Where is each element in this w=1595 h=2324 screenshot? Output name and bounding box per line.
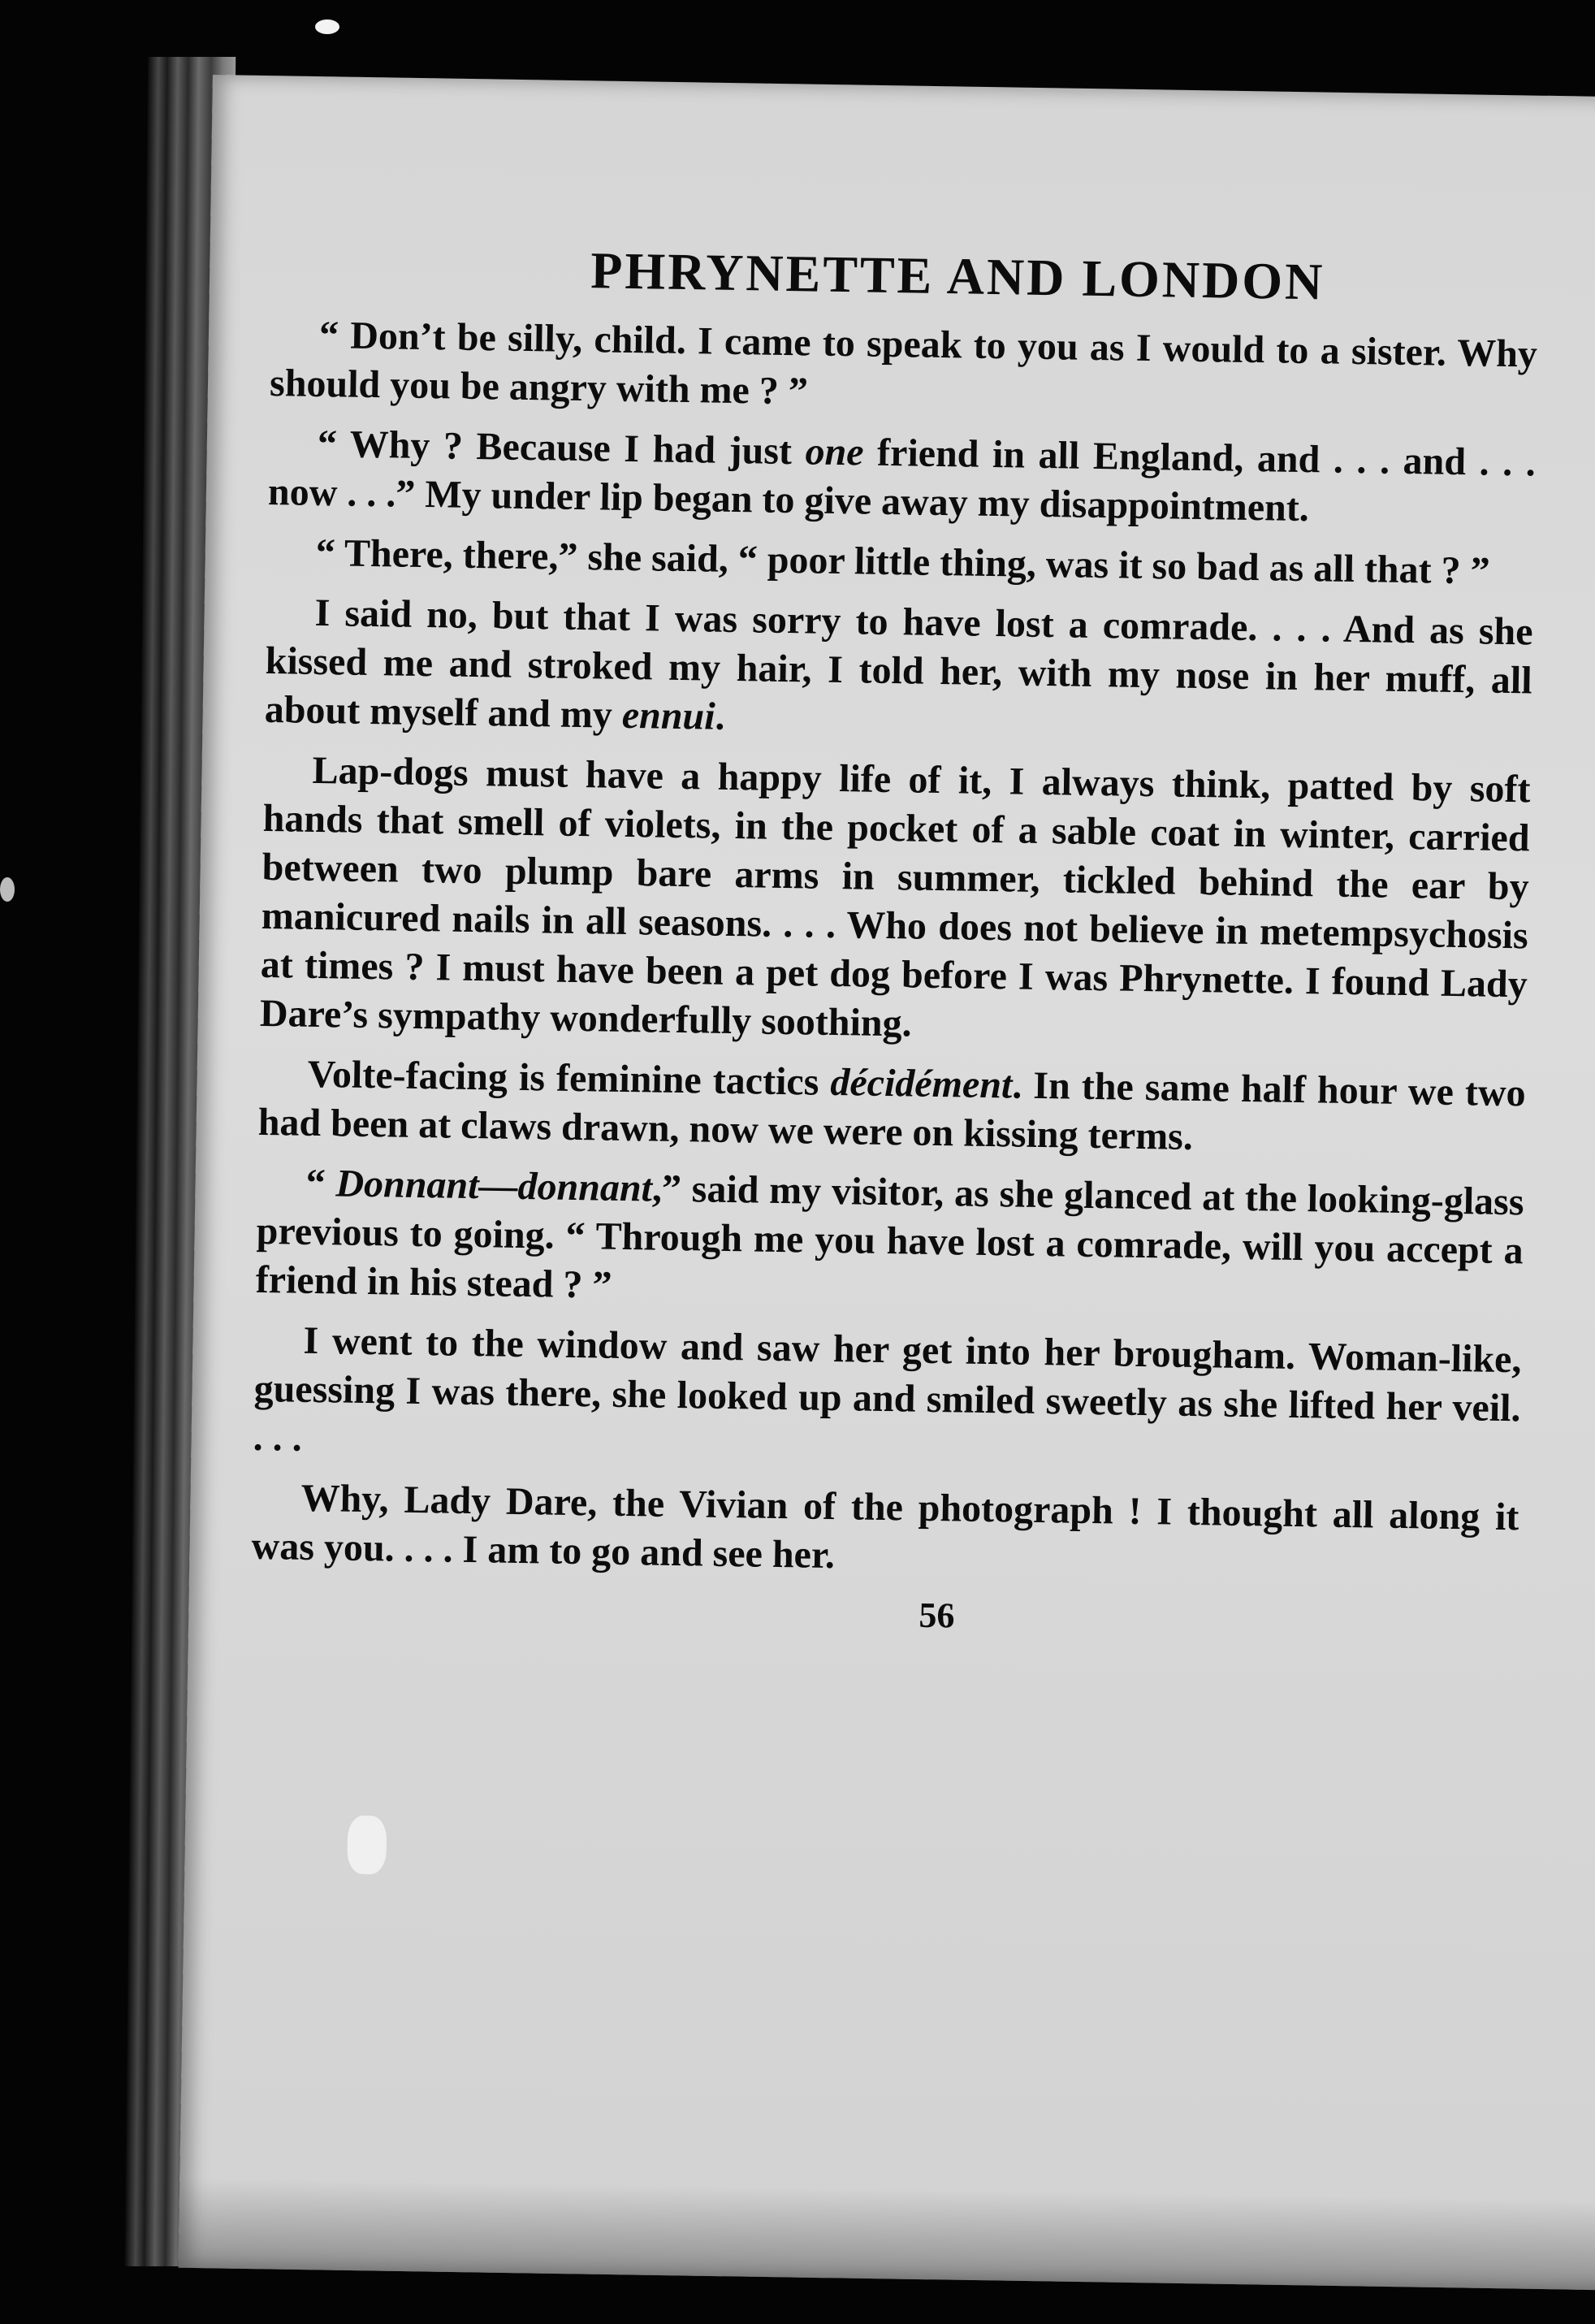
paragraph bbox=[255, 1158, 1524, 1324]
text-run: “ Don’t be silly, child. I came to speak to you as I would to a sister. Why should you be angry with me ? ” bbox=[269, 313, 1538, 413]
text-run: “ Why ? Because I had just bbox=[317, 422, 806, 474]
italic-text: Donnant—donnant bbox=[335, 1162, 653, 1210]
text-run: “ bbox=[305, 1161, 336, 1205]
text-run: Why, Lady Dare, the Vivian of the photograph ! I thought all along it was you. . . . I am to go and see her. bbox=[251, 1476, 1519, 1577]
text-run: Lap-dogs must have a happy life of it, I always think, patted by soft hands that smell of violets, in the pocket of a sable coat in winter, carried between two plump bare arms in summer, tickled behind the ear by manicured nails in all seasons. . . . Who does not believe in metempsychosis at times ? I must have been a pet dog before I was Phrynette. I found Lady Dare’s sympathy wonderfully soothing. bbox=[259, 748, 1531, 1045]
paragraph bbox=[268, 419, 1537, 536]
text-run: I went to the window and saw her get into her brougham. Woman-like, guessing I was there, she looked up and smiled sweetly as she lifted her veil. . . . bbox=[253, 1318, 1522, 1460]
text-run: friend in all England, and . . . and . . . now . . .” My under lip began to give away my disappointment. bbox=[267, 431, 1537, 530]
paragraph bbox=[257, 1049, 1526, 1166]
text-run: Volte-facing is feminine tactics bbox=[307, 1052, 831, 1104]
paper-blemish bbox=[347, 1815, 387, 1875]
paragraph bbox=[251, 1474, 1519, 1590]
paragraph bbox=[264, 588, 1533, 754]
italic-text: ennui bbox=[621, 693, 715, 738]
text-run: . bbox=[715, 695, 725, 738]
paragraph bbox=[266, 528, 1534, 596]
body-text bbox=[251, 310, 1537, 1590]
text-run: “ There, there,” she said, “ poor little thing, was it so bad as all that ? ” bbox=[315, 530, 1491, 593]
italic-text: one bbox=[805, 430, 865, 474]
paragraph bbox=[270, 310, 1538, 427]
running-head: PHRYNETTE AND LONDON bbox=[590, 241, 1325, 311]
film-speck bbox=[315, 19, 339, 34]
paragraph bbox=[259, 746, 1530, 1058]
paragraph bbox=[253, 1316, 1522, 1482]
text-run: I said no, but that I was sorry to have lost a comrade. . . . And as she kissed me and stroked my hair, I told her, with my nose in her muff, all about myself and my bbox=[264, 591, 1533, 737]
italic-text: décidément bbox=[830, 1060, 1013, 1107]
text-run: ,” said my visitor, as she glanced at the looking-glass previous to going. “ Through me you have lost a comrade, will you accept a friend in his stead ? ” bbox=[255, 1166, 1524, 1307]
page-number: 56 bbox=[919, 1595, 955, 1636]
page-text bbox=[250, 236, 1539, 1645]
film-speck bbox=[0, 877, 15, 902]
text-run: . In the same half hour we two had been at claws drawn, now we were on kissing terms. bbox=[257, 1063, 1527, 1158]
